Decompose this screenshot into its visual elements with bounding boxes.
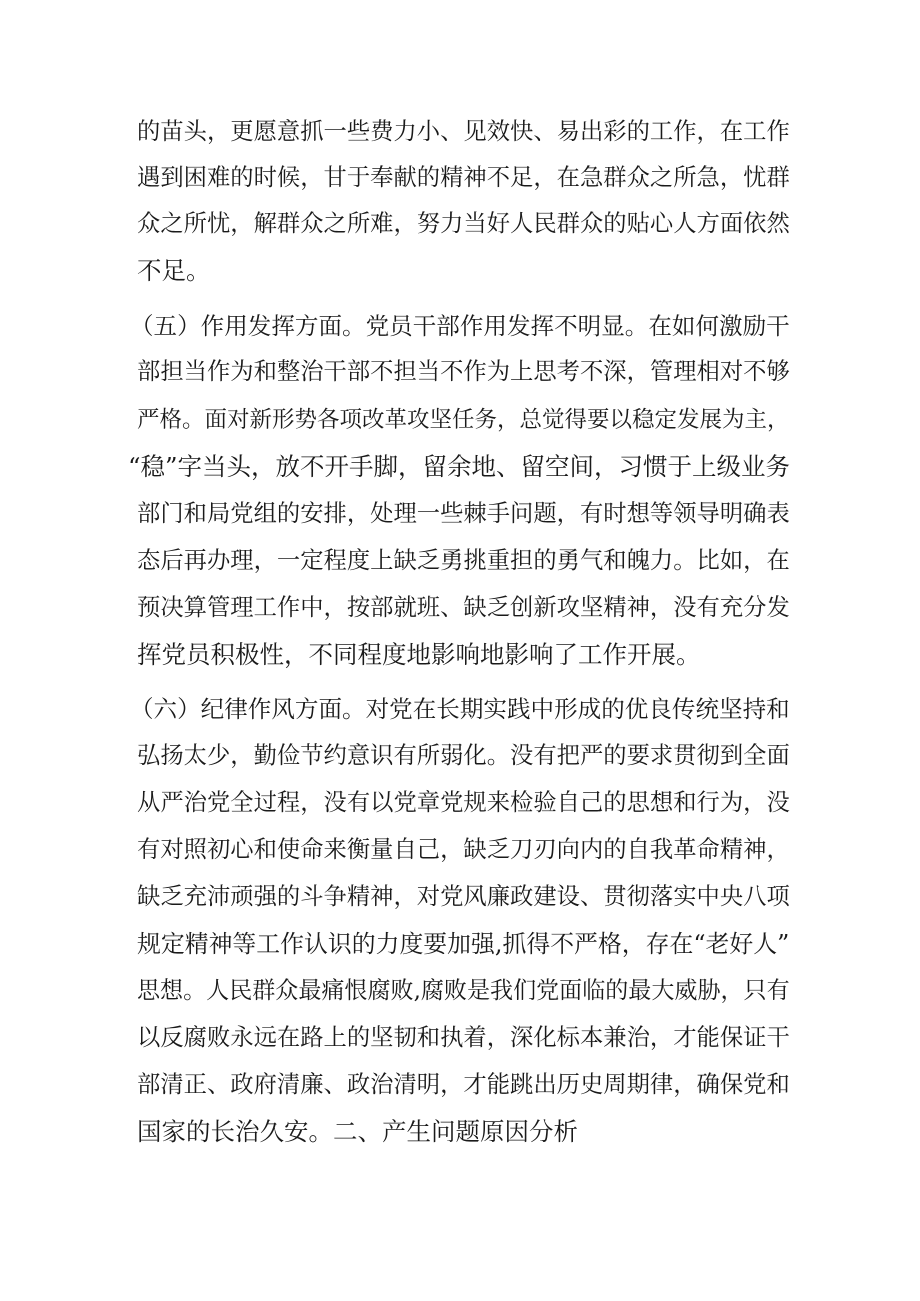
text-line: 部门和局党组的安排，处理一些棘手问题，有时想等领导明确表: [137, 500, 790, 527]
text-line: 思想。人民群众最痛恨腐败,腐败是我们党面临的最大威胁，只有: [137, 978, 790, 1004]
text-line: 严格。面对新形势各项改革攻坚任务，总觉得要以稳定发展为主，: [137, 407, 790, 433]
text-line: “稳”字当头，放不开手脚，留余地、留空间，习惯于上级业务: [128, 452, 791, 481]
text-line: 部担当作为和整治干部不担当不作为上思考不深，管理相对不够: [137, 358, 790, 385]
text-line: 众之所忧，解群众之所难，努力当好人民群众的贴心人方面依然: [137, 210, 790, 237]
text-line: 部清正、政府清廉、政治清明，才能跳出历史周期律，确保党和: [137, 1071, 790, 1098]
text-line: 国家的长治久安。二、产生问题原因分析: [137, 1117, 578, 1146]
text-line: 预决算管理工作中，按部就班、缺乏创新攻坚精神，没有充分发: [137, 594, 790, 621]
text-line: 遇到困难的时候，甘于奉献的精神不足，在急群众之所急，忧群: [137, 164, 790, 191]
section-five-heading-line: （五）作用发挥方面。党员干部作用发挥不明显。在如何激励干: [130, 312, 790, 340]
text-line: 以反腐败永远在路上的坚韧和执着，深化标本兼治，才能保证干: [137, 1024, 790, 1051]
text-line: 态后再办理，一定程度上缺乏勇挑重担的勇气和魄力。比如，在: [137, 547, 790, 574]
text-line: 弘扬太少，勤俭节约意识有所弱化。没有把严的要求贯彻到全面: [137, 742, 790, 769]
text-line: 的苗头，更愿意抓一些费力小、见效快、易出彩的工作，在工作: [137, 118, 790, 145]
section-six-heading-line: （六）纪律作风方面。对党在长期实践中形成的优良传统坚持和: [130, 695, 790, 723]
text-line: 缺乏充沛顽强的斗争精神，对党风廉政建设、贯彻落实中央八项: [137, 883, 790, 910]
text-line: 挥党员积极性，不同程度地影响地影响了工作开展。: [137, 640, 701, 669]
text-line: 规定精神等工作认识的力度要加强,抓得不严格，存在“老好人”: [137, 930, 790, 958]
text-line: 不足。: [137, 256, 211, 285]
text-line: 从严治党全过程，没有以党章党规来检验自己的思想和行为，没: [137, 789, 790, 816]
text-line: 有对照初心和使命来衡量自己，缺乏刀刃向内的自我革命精神，: [137, 836, 790, 863]
